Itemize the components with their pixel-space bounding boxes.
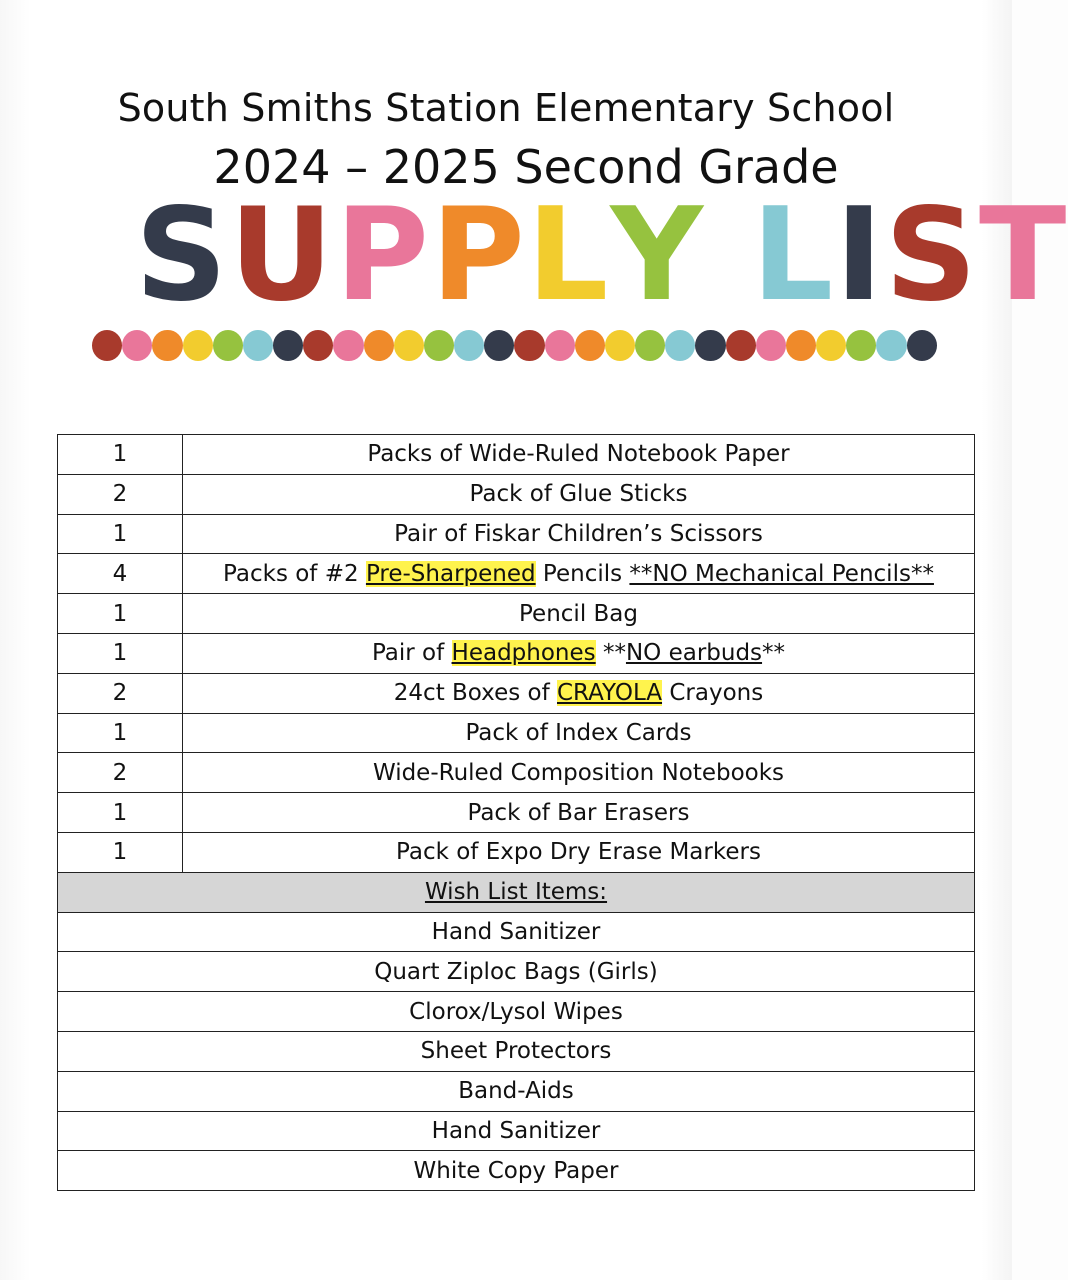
item-text: Pack of Index Cards (465, 719, 692, 746)
supply-row (58, 474, 975, 514)
supply-quantity: 1 (58, 832, 183, 872)
wish-list-item: Hand Sanitizer (58, 912, 975, 952)
decorative-dot (605, 330, 635, 361)
decorative-dot (514, 330, 544, 361)
decorative-dot (454, 330, 484, 361)
decorative-dot (333, 330, 363, 361)
supply-item (183, 474, 975, 514)
supply-row (58, 554, 975, 594)
item-text: Crayons (662, 680, 764, 707)
item-text: Pack of Expo Dry Erase Markers (396, 839, 761, 866)
wish-list-item: White Copy Paper (58, 1151, 975, 1191)
wish-list-row (58, 992, 975, 1032)
wish-list-item: Sheet Protectors (58, 1031, 975, 1071)
wish-list-item: Band-Aids (58, 1071, 975, 1111)
decorative-dot (846, 330, 876, 361)
item-text: ** (595, 640, 626, 667)
decorative-dot (545, 330, 575, 361)
supply-item (183, 793, 975, 833)
title-letter: S (884, 181, 979, 330)
decorative-dot (152, 330, 182, 361)
decorative-dot (424, 330, 454, 361)
supply-quantity: 1 (58, 594, 183, 634)
decorative-dot (213, 330, 243, 361)
supply-row (58, 753, 975, 793)
supply-row (58, 832, 975, 872)
supply-quantity: 4 (58, 554, 183, 594)
wish-list-item: Hand Sanitizer (58, 1111, 975, 1151)
item-text: Pack of Bar Erasers (467, 799, 690, 826)
wish-list-heading-cell (58, 872, 975, 912)
underlined-note: NO earbuds (625, 640, 763, 667)
decorative-dot (243, 330, 273, 361)
decorative-dot (695, 330, 725, 361)
item-text: Pair of Fiskar Children’s Scissors (394, 520, 763, 547)
item-text: ** (762, 640, 786, 667)
supply-item (183, 554, 975, 594)
item-text: 24ct Boxes of (393, 680, 557, 707)
supply-item (183, 633, 975, 673)
decorative-dot (876, 330, 906, 361)
decorative-dot (726, 330, 756, 361)
item-text: Pencil Bag (519, 600, 638, 627)
grade-year-line: 2024 – 2025 Second Grade (213, 140, 839, 194)
decorative-dot (484, 330, 514, 361)
underlined-note: **NO Mechanical Pencils** (629, 560, 934, 587)
wish-list-item: Quart Ziploc Bags (Girls) (58, 952, 975, 992)
supply-list-title (135, 181, 1068, 330)
supply-item (183, 673, 975, 713)
supply-item (183, 435, 975, 475)
supply-row (58, 713, 975, 753)
title-letter: P (335, 181, 431, 330)
supply-item (183, 514, 975, 554)
decorative-dot (786, 330, 816, 361)
wish-list-row (58, 952, 975, 992)
wish-list-row (58, 1151, 975, 1191)
title-letter: U (229, 181, 336, 330)
supply-table (57, 434, 975, 1191)
decorative-dot (92, 330, 122, 361)
title-letter: L (526, 181, 611, 330)
wish-list-item: Clorox/Lysol Wipes (58, 992, 975, 1032)
highlighted-text: CRAYOLA (557, 680, 663, 707)
wish-list-row (58, 1071, 975, 1111)
supply-quantity: 1 (58, 435, 183, 475)
decorative-dot (364, 330, 394, 361)
decorative-dot-row (92, 330, 937, 362)
supply-item (183, 713, 975, 753)
title-letter: I (835, 181, 885, 330)
supply-item (183, 753, 975, 793)
decorative-dot (756, 330, 786, 361)
supply-row (58, 514, 975, 554)
item-text: Wide-Ruled Composition Notebooks (372, 759, 785, 786)
decorative-dot (394, 330, 424, 361)
item-text: Pair of (371, 640, 452, 667)
item-text: Pack of Glue Sticks (469, 481, 688, 508)
supply-quantity: 1 (58, 514, 183, 554)
decorative-dot (816, 330, 846, 361)
supply-quantity: 2 (58, 673, 183, 713)
supply-row (58, 673, 975, 713)
item-text: Packs of #2 (223, 560, 366, 587)
title-letter: L (751, 181, 836, 330)
decorative-dot (575, 330, 605, 361)
item-text: Pencils (535, 560, 630, 587)
title-letter: P (430, 181, 527, 330)
decorative-dot (122, 330, 152, 361)
wish-list-heading: Wish List Items: (424, 879, 608, 906)
wish-list-row (58, 1031, 975, 1071)
title-letter (705, 196, 752, 316)
supply-item (183, 832, 975, 872)
supply-row (58, 594, 975, 634)
decorative-dot (303, 330, 333, 361)
decorative-dot (273, 330, 303, 361)
supply-quantity: 2 (58, 753, 183, 793)
decorative-dot (635, 330, 665, 361)
supply-row (58, 435, 975, 475)
decorative-dot (183, 330, 213, 361)
decorative-dot (907, 330, 937, 361)
highlighted-text: Headphones (451, 640, 596, 667)
highlighted-text: Pre-Sharpened (365, 560, 536, 587)
supply-quantity: 1 (58, 633, 183, 673)
supply-quantity: 2 (58, 474, 183, 514)
school-name: South Smiths Station Elementary School (117, 86, 895, 130)
supply-item (183, 594, 975, 634)
item-text: Packs of Wide-Ruled Notebook Paper (367, 441, 790, 468)
title-letter: T (978, 181, 1068, 330)
wish-list-row (58, 1111, 975, 1151)
decorative-dot (665, 330, 695, 361)
supply-row (58, 793, 975, 833)
wish-list-row (58, 912, 975, 952)
title-letter: Y (610, 181, 705, 330)
supply-row (58, 633, 975, 673)
title-letter: S (135, 181, 230, 330)
wish-list-heading-row (58, 872, 975, 912)
supply-quantity: 1 (58, 793, 183, 833)
supply-quantity: 1 (58, 713, 183, 753)
